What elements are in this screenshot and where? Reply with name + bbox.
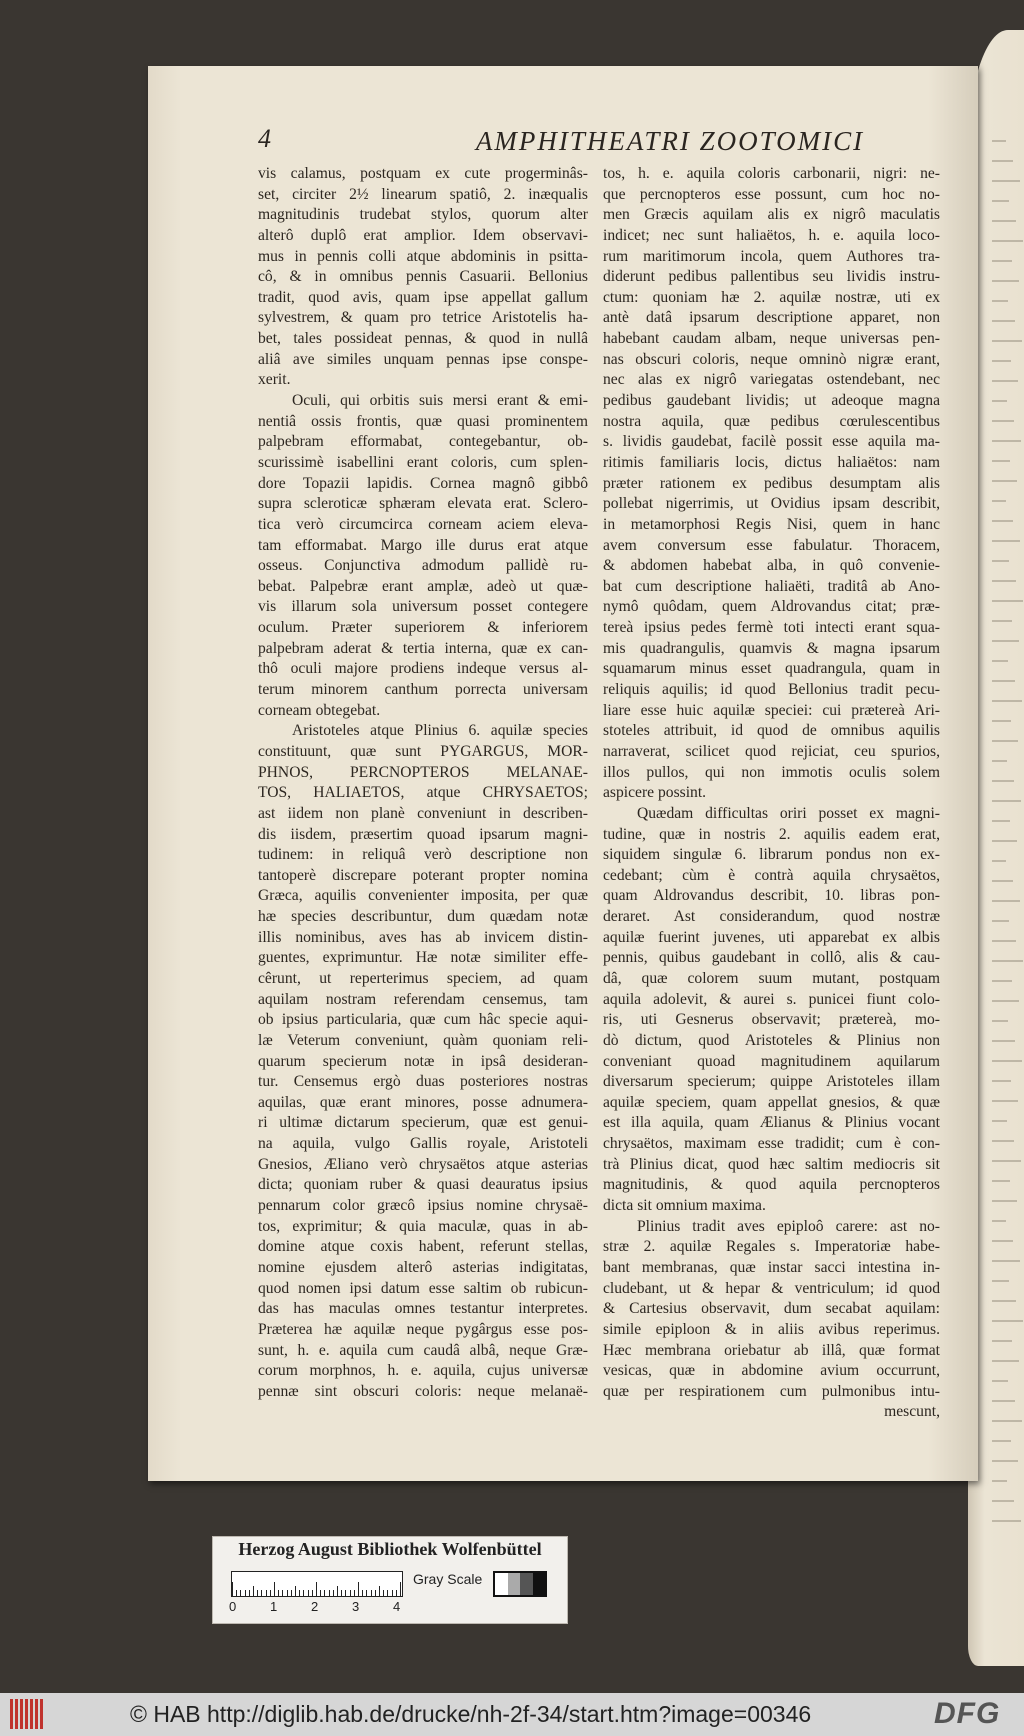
bleed-mark xyxy=(992,1280,1009,1282)
bleed-mark xyxy=(992,1440,1011,1442)
bleed-mark xyxy=(992,1000,1019,1002)
bleed-mark xyxy=(992,1180,1010,1182)
text-line: magnitudinis, & quod aquila percnopteros xyxy=(603,1176,940,1194)
bleed-mark xyxy=(992,480,1017,482)
ruler-tick xyxy=(316,1582,317,1596)
library-label-card xyxy=(212,1536,568,1624)
ruler-number: 3 xyxy=(352,1599,360,1614)
text-line: sunt, h. e. aquila cum caudâ albâ, neque Græ- xyxy=(258,1341,588,1359)
text-line: ris, uti Gesnerus observavit; prætereà, mo- xyxy=(603,1011,940,1029)
bleed-mark xyxy=(992,940,1016,942)
ruler-tick xyxy=(383,1590,384,1596)
bleed-mark xyxy=(992,280,1019,282)
text-line: illos pullos, qui non immotis oculis solem xyxy=(603,763,940,781)
text-line: dâ, quæ colorem suum mutant, postquam xyxy=(603,969,940,987)
text-line: Præterea hæ aquilæ neque pygârgus esse pos- xyxy=(258,1320,588,1338)
text-line: scurissimè isabellini erant coloris, cum splen- xyxy=(258,453,588,471)
text-line: tereà ipsius pedes fermè toti intecti erant squa- xyxy=(603,619,940,637)
ruler-number: 1 xyxy=(270,1599,278,1614)
bleed-mark xyxy=(992,420,1014,422)
ruler-tick xyxy=(287,1590,288,1596)
text-line: Oculi, qui orbitis suis mersi erant & emi- xyxy=(292,392,588,410)
ruler-tick xyxy=(345,1590,346,1596)
library-name: Herzog August Bibliothek Wolfenbüttel xyxy=(238,1539,542,1559)
text-line: tam efformabat. Margo ille durus erat atque xyxy=(258,536,588,554)
text-line: est illa aquila, quam Ælianus & Plinius vocant xyxy=(603,1114,940,1132)
text-line: reliquis aquilis; id quod Bellonius tradit pecu- xyxy=(603,681,940,699)
text-line: alterô duplô erat amplior. Idem observavi- xyxy=(258,226,588,244)
text-line: avem conversum esse fabulatur. Thoracem, xyxy=(603,536,940,554)
ruler-tick xyxy=(299,1590,300,1596)
ruler-tick xyxy=(312,1590,313,1596)
text-line: quæ per respirationem cum pulmonibus intu- xyxy=(603,1382,940,1400)
text-line: bet, tales possideat pennas, & quod in nullâ xyxy=(258,330,588,348)
text-line: chrysaëtos, maximam esse tradidit; cum è con- xyxy=(603,1135,940,1153)
bleed-mark xyxy=(992,660,1008,662)
text-line: na aquila, vulgo Gallis royale, Aristoteli xyxy=(258,1135,588,1153)
text-line: ri ultimæ dictarum specierum, quæ est genui- xyxy=(258,1114,588,1132)
text-line: narraverat, scilicet quod rejiciat, ceu spurios, xyxy=(603,742,940,760)
bleed-mark xyxy=(992,500,1006,502)
bleed-mark xyxy=(992,700,1022,702)
bleed-mark xyxy=(992,680,1015,682)
bleed-mark xyxy=(992,880,1013,882)
bleed-mark xyxy=(992,380,1018,382)
text-line: Hæc membrana oriebatur ab illâ, quæ format xyxy=(603,1341,940,1359)
bleed-mark xyxy=(992,460,1010,462)
text-line: pollebat nigerrimis, ut Ovidius ipsam describit, xyxy=(603,495,940,513)
text-line: tantoperè discrepare poterant propter nomina xyxy=(258,866,588,884)
text-line: dicta sit omnium maxima. xyxy=(603,1197,766,1215)
text-line: vesicas, quæ in abdomine avium occurrunt, xyxy=(603,1362,940,1380)
text-line: palpebram efformabat, contegebantur, ob- xyxy=(258,433,588,451)
bleed-mark xyxy=(992,1340,1012,1342)
text-line: mis quadrangulis, quamvis & magna ipsarum xyxy=(603,639,940,657)
bleed-mark xyxy=(992,140,1006,142)
text-line: Aristoteles atque Plinius 6. aquilæ species xyxy=(292,722,588,740)
bleed-mark xyxy=(992,1520,1021,1522)
text-line: nec alas ex nigrô variegatas ostendebant, nec xyxy=(603,371,940,389)
bleed-mark xyxy=(992,1480,1007,1482)
page-header xyxy=(148,124,978,164)
text-line: vis illarum sola universum posset contegere xyxy=(258,598,588,616)
bleed-mark xyxy=(992,340,1022,342)
copyright-url[interactable]: © HAB http://diglib.hab.de/drucke/nh-2f-34/start.htm?image=00346 xyxy=(130,1701,812,1727)
text-line: bant membranas, quæ instar sacci intestina in- xyxy=(603,1258,940,1276)
running-title: AMPHITHEATRI ZOOTOMICI xyxy=(475,126,865,156)
bleed-mark xyxy=(992,580,1016,582)
text-line: corneam obtegebat. xyxy=(258,701,381,719)
bleed-mark xyxy=(992,960,1023,962)
ruler-tick xyxy=(303,1590,304,1596)
text-line: quod nomen ipsi datum esse saltim ob rubicun- xyxy=(258,1279,588,1297)
ruler-tick xyxy=(396,1590,397,1596)
ruler-tick xyxy=(324,1590,325,1596)
text-line: tudine, quæ in nostris 2. aquilis eadem erat, xyxy=(603,825,940,843)
text-line: & Cartesius observavit, dum secabat aquilam: xyxy=(603,1300,940,1318)
ruler-tick xyxy=(337,1586,338,1596)
text-line: aquilam nostram referendam censemus, tam xyxy=(258,990,588,1008)
text-line: illis nominibus, aves has ab invicem distin- xyxy=(258,928,588,946)
bleed-mark xyxy=(992,860,1006,862)
ruler-tick xyxy=(253,1586,254,1596)
text-line: TOS, HALIAETOS, atque CHRYSAETOS; xyxy=(258,784,588,802)
text-line: quam Aldrovandus describit, 10. libras pon- xyxy=(603,887,940,905)
ruler-tick xyxy=(358,1582,359,1596)
bleed-mark xyxy=(992,1040,1015,1042)
text-line: tradit, quod avis, quam ipse appellat gallum xyxy=(258,288,588,306)
text-line: siquidem singulæ 6. librarum pondus non ex- xyxy=(603,846,940,864)
text-line: domine atque coxis habent, referunt stellas, xyxy=(258,1238,588,1256)
ruler-tick xyxy=(295,1586,296,1596)
ruler-tick xyxy=(371,1590,372,1596)
text-line: terum minorem canthum porrecta universam xyxy=(258,681,588,699)
text-line: xerit. xyxy=(258,371,291,389)
text-line: mescunt, xyxy=(884,1403,940,1421)
bleed-mark xyxy=(992,600,1023,602)
text-line: pedibus gaudebant lividis; ut adeoque magna xyxy=(603,392,940,410)
ruler-tick xyxy=(232,1582,233,1596)
ruler-tick xyxy=(400,1582,401,1596)
text-line: bebat. Palpebræ erant amplæ, adeò ut quæ- xyxy=(258,577,588,595)
text-line: men Græcis aquilam alis ex nigrô maculatis xyxy=(603,206,940,224)
bleed-mark xyxy=(992,1320,1023,1322)
text-line: Plinius tradit aves epiploô carere: ast no- xyxy=(637,1217,940,1235)
ruler-number: 4 xyxy=(393,1599,401,1614)
bleed-mark xyxy=(992,1200,1017,1202)
text-line: ctum: quoniam hæ 2. aquilæ nostræ, uti ex xyxy=(603,288,940,306)
text-line: Gnesios, Æliano verò chrysaëtos atque asterias xyxy=(258,1155,588,1173)
text-line: cludebant, ut & hepar & ventriculum; id quod xyxy=(603,1279,940,1297)
ruler-tick xyxy=(236,1590,237,1596)
text-line: tos, h. e. aquila coloris carbonarii, nigri: ne- xyxy=(603,165,940,182)
bleed-mark xyxy=(992,440,1021,442)
text-line: & abdomen habebat alba, in quô convenie- xyxy=(603,557,940,575)
bleed-mark xyxy=(992,220,1016,222)
footer-bar xyxy=(0,1693,1024,1736)
text-line: osseus. Conjunctiva admodum pallidè ru- xyxy=(258,557,588,575)
text-line: supra scleroticæ sphæram elevata erat. Sclero- xyxy=(258,495,588,513)
bleed-mark xyxy=(992,1460,1018,1462)
bleed-mark xyxy=(992,1120,1007,1122)
ruler-tick xyxy=(375,1590,376,1596)
bleed-mark xyxy=(992,560,1009,562)
bleed-mark xyxy=(992,300,1008,302)
ruler-tick xyxy=(249,1590,250,1596)
text-line: nomine ejusdem alterô asterias indigitatas, xyxy=(258,1258,588,1276)
bleed-mark xyxy=(992,1360,1019,1362)
bleed-mark xyxy=(992,640,1019,642)
bleed-mark xyxy=(992,200,1009,202)
text-line: Quædam difficultas oriri posset ex magni- xyxy=(637,804,940,822)
text-line: constituunt, quæ sunt PYGARGUS, MOR- xyxy=(258,742,588,760)
ruler-tick xyxy=(354,1590,355,1596)
text-line: cedebant; cùm è contrà aquila chrysaëtos, xyxy=(603,866,940,884)
text-line: conveniant quoad magnitudinem aquilarum xyxy=(603,1052,940,1070)
text-line: diderunt pedibus pallentibus seu lividis instru- xyxy=(603,268,940,286)
text-line: nentiâ ossis frontis, quæ quasi prominentem xyxy=(258,412,588,430)
bleed-mark xyxy=(992,540,1020,542)
bleed-mark xyxy=(992,780,1014,782)
bleed-mark xyxy=(992,1240,1013,1242)
ruler-tick xyxy=(291,1590,292,1596)
ruler-number: 0 xyxy=(229,1599,237,1614)
ruler-tick xyxy=(333,1590,334,1596)
bleed-mark xyxy=(992,760,1007,762)
text-line: in metamorphosi Regis Nisi, quem in hanc xyxy=(603,515,940,533)
bleed-mark xyxy=(992,260,1012,262)
bleed-mark xyxy=(992,1400,1015,1402)
text-line: oculum. Præter superiorem & inferiorem xyxy=(258,619,588,637)
bleed-mark xyxy=(992,900,1020,902)
bleed-mark xyxy=(992,1160,1021,1162)
ruler-tick xyxy=(274,1582,275,1596)
bleed-mark xyxy=(992,180,1020,182)
text-line: præter rationem ex pedibus desumptam alis xyxy=(603,474,940,492)
text-line: pennarum color græcô ipsius nomine chrysaë- xyxy=(258,1197,588,1215)
text-line: hæ species describuntur, dum quædam notæ xyxy=(258,908,588,926)
ruler-number: 2 xyxy=(311,1599,319,1614)
text-line: quarum specierum notæ in ipsâ desideran- xyxy=(258,1052,588,1070)
text-line: ritimis familiaris locis, dictus haliaëtos: nam xyxy=(603,453,940,471)
text-line: antè datâ ipsarum descriptione apparet, non xyxy=(603,309,940,327)
text-line: nymô quôdam, quem Aldrovandus citat; præ- xyxy=(603,598,940,616)
text-line: trà Plinius dicat, quod hæc saltim mediocris sit xyxy=(603,1155,940,1173)
bleed-mark xyxy=(992,720,1011,722)
ruler-tick xyxy=(308,1590,309,1596)
ruler-tick xyxy=(387,1590,388,1596)
bleed-mark xyxy=(992,1420,1022,1422)
bleed-mark xyxy=(992,360,1011,362)
text-line: palpebram aderat & tertia interna, quæ ex can- xyxy=(258,639,588,657)
bleed-mark xyxy=(992,320,1015,322)
ruler-tick xyxy=(392,1590,393,1596)
ruler-tick xyxy=(257,1590,258,1596)
text-line: cô, & in omnibus pennis Casuarii. Bellonius xyxy=(258,268,588,286)
ruler-tick xyxy=(366,1590,367,1596)
text-line: nostra aquila, quæ pedibus cœrulescentibus xyxy=(603,412,940,430)
bleed-mark xyxy=(992,400,1007,402)
bleed-mark xyxy=(992,840,1017,842)
text-line: s. lividis gaudebat, facilè possit esse aquila ma- xyxy=(603,433,940,451)
bleed-mark xyxy=(992,1380,1008,1382)
text-line: Græca, aquilis convenienter imposita, per quæ xyxy=(258,887,588,905)
dfg-logo: DFG xyxy=(934,1697,1001,1730)
text-line: læ Veterum conveniunt, quàm quoniam reli- xyxy=(258,1031,588,1049)
text-line: stræ 2. aquilæ Regales s. Imperatoriæ habe- xyxy=(603,1238,940,1256)
scanned-page xyxy=(148,66,978,1481)
text-line: dore Topazii lapidis. Cornea magnô gibbô xyxy=(258,474,588,492)
text-line: diversarum specierum; quippe Aristoteles illam xyxy=(603,1073,940,1091)
measurement-ruler xyxy=(231,1571,403,1597)
text-line: bat cum descriptione haliaëti, traditâ ab Ano- xyxy=(603,577,940,595)
text-line: stoteles attribuit, id quod de omnibus aquilis xyxy=(603,722,940,740)
text-line: tos, exprimitur; & quia maculæ, quas in ab- xyxy=(258,1217,588,1235)
bleed-mark xyxy=(992,800,1021,802)
text-line: aquilæ fuerint juvenes, uti apparebat ex albis xyxy=(603,928,940,946)
ruler-tick xyxy=(379,1586,380,1596)
text-line: que percnopteros esse possunt, cum hoc no- xyxy=(603,185,940,203)
text-line: set, circiter 2½ linearum spatiô, 2. inæqualis xyxy=(258,185,588,203)
bleed-mark xyxy=(992,240,1023,242)
text-column-left xyxy=(258,164,588,1402)
text-line: dicta; quoniam ruber & quasi deauratus ipsius xyxy=(258,1176,588,1194)
ruler-tick xyxy=(270,1590,271,1596)
text-line: aliâ ave similes unquam pennas ipse conspe- xyxy=(258,350,588,368)
bleed-mark xyxy=(992,1300,1016,1302)
text-line: aquila adolevit, & aurei s. punicei fiunt colo- xyxy=(603,990,940,1008)
text-column-right xyxy=(603,164,940,1423)
text-line: aspicere possint. xyxy=(603,784,707,802)
bleed-mark xyxy=(992,820,1010,822)
ruler-tick xyxy=(245,1590,246,1596)
text-line: deraret. Ast considerandum, quod nostræ xyxy=(603,908,940,926)
bleed-mark xyxy=(992,160,1013,162)
bleed-mark xyxy=(992,1260,1020,1262)
text-line: rum maritimorum incola, quem Authores tra- xyxy=(603,247,940,265)
bleed-mark xyxy=(992,920,1009,922)
bleed-mark xyxy=(992,740,1018,742)
text-line: ast iidem non planè conveniunt in describen- xyxy=(258,804,588,822)
text-line: tudinem: in reliquâ verò descriptione non xyxy=(258,846,588,864)
ruler-tick xyxy=(320,1590,321,1596)
text-line: liare esse huic aquilæ speciei: cui prætereà Ari- xyxy=(603,701,940,719)
text-line: aquilæ speciem, quam appellat gnesios, & quæ xyxy=(603,1093,940,1111)
ruler-tick xyxy=(341,1590,342,1596)
ruler-tick xyxy=(362,1590,363,1596)
text-line: tur. Censemus ergò duas posteriores nostras xyxy=(258,1073,588,1091)
text-line: pennæ sint obscuri coloris: neque melanaë- xyxy=(258,1382,588,1400)
ruler-tick xyxy=(278,1590,279,1596)
text-line: thô oculi majore prodiens indeque versus al- xyxy=(258,660,588,678)
text-line: cêrunt, ut reperterimus speciem, ad quam xyxy=(258,969,588,987)
text-line: mus in pennis colli atque abdominis in psitta- xyxy=(258,247,588,265)
bleed-mark xyxy=(992,520,1013,522)
ruler-tick xyxy=(329,1590,330,1596)
ruler-tick xyxy=(261,1590,262,1596)
text-line: das has maculas omnes testantur interpretes. xyxy=(258,1300,588,1318)
ruler-tick xyxy=(350,1590,351,1596)
text-line: PHNOS, PERCNOPTEROS MELANAE- xyxy=(258,763,588,781)
text-line: simile epiploon & in aliis avibus reperimus. xyxy=(603,1320,940,1338)
bleed-mark xyxy=(992,1220,1006,1222)
bleed-mark xyxy=(992,1140,1014,1142)
text-line: habebant caudam albam, neque universas pen- xyxy=(603,330,940,348)
grayscale-swatch xyxy=(493,1571,547,1597)
text-line: guentes, exprimuntur. Hæ notæ similiter effe- xyxy=(258,949,588,967)
text-line: tica verò circumcirca corneam aciem eleva- xyxy=(258,515,588,533)
text-line: dò dictum, quod Aristoteles & Plinius non xyxy=(603,1031,940,1049)
text-line: squamarum minus esset quadrangula, quam in xyxy=(603,660,940,678)
text-line: ob ipsius particularia, quæ cum hâc specie aqui- xyxy=(258,1011,588,1029)
bleed-mark xyxy=(992,1020,1008,1022)
grayscale-label: Gray Scale xyxy=(413,1571,483,1587)
text-line: indicet; nec sunt haliaëtos, h. e. aquila loco- xyxy=(603,226,940,244)
ruler-tick xyxy=(266,1590,267,1596)
text-line: dis iisdem, præsertim quoad ipsarum magni- xyxy=(258,825,588,843)
ruler-tick xyxy=(282,1590,283,1596)
text-line: aquilas, quæ erant minores, posse adnumera- xyxy=(258,1093,588,1111)
page-number: 4 xyxy=(258,124,271,153)
ruler-tick xyxy=(240,1590,241,1596)
barcode-icon xyxy=(10,1699,44,1729)
bleed-mark xyxy=(992,980,1012,982)
bleed-mark xyxy=(992,1060,1022,1062)
text-line: pennis, quibus gaudebant in collô, alis & cau- xyxy=(603,949,940,967)
bleed-mark xyxy=(992,1500,1014,1502)
bleed-mark xyxy=(992,1100,1018,1102)
text-line: corum morphnos, h. e. aquila, cujus universæ xyxy=(258,1362,588,1380)
bleed-mark xyxy=(992,620,1012,622)
text-line: magnitudinis trudebat stylos, quorum alter xyxy=(258,206,588,224)
bleed-mark xyxy=(992,1080,1011,1082)
text-line: vis calamus, postquam ex cute progerminâs- xyxy=(258,165,588,182)
text-line: sylvestrem, & quam pro tetrice Aristotelis ha- xyxy=(258,309,588,327)
text-line: nas obscuri coloris, neque omninò nigræ erant, xyxy=(603,350,940,368)
